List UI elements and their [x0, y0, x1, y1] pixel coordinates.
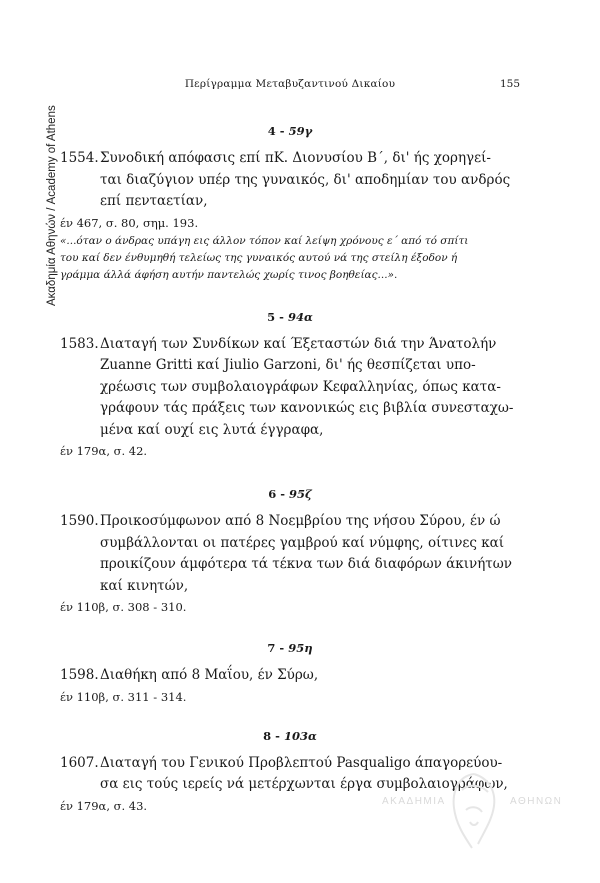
running-title: Περίγραμμα Μεταβυζαντινού Δικαίου: [184, 78, 396, 90]
entry-line: συμβάλλονται οι πατέρες γαμβρού καί νύμφης, οίτινες καί: [100, 534, 505, 551]
section-heading: 6 - 95ζ: [268, 487, 312, 501]
entry-line: Διαθήκη από 8 Μαΐου, έν Σύρω,: [100, 667, 319, 683]
section-5: [60, 310, 520, 460]
stamp-left-word: ΑΚΑΔΗΜΙΑ: [382, 796, 446, 807]
entry-line: Διαταγή των Συνδίκων καί Έξεταστών διά την Άνατολήν: [100, 335, 497, 352]
entry-line: Διαταγή του Γενικού Προβλεπτού Pasqualigo άπαγορεύου-: [100, 754, 503, 771]
entry-line: καί κινητών,: [100, 577, 189, 594]
entry-line: χρέωσις των συμβολαιογράφων Κεφαλληνίας, όπως κατα-: [100, 378, 501, 395]
section-heading: 8 - 103α: [263, 728, 317, 743]
entry-1598: [60, 665, 520, 687]
entry-source: έν 179α, σ. 42.: [60, 444, 148, 458]
section-heading: 5 - 94α: [267, 309, 313, 324]
academy-stamp-watermark: [382, 770, 572, 860]
entry-line: σα εις τούς ιερείς νά μετέρχωνται έργα συμβολαιογράφων,: [100, 776, 508, 792]
running-header: [60, 78, 520, 98]
document-page: [60, 78, 520, 814]
side-watermark: [34, 44, 58, 306]
entry-quote: «...όταν ο άνδρας υπάγη εις άλλον τόπον καί λείψη χρόνους ε΄ από τό σπίτι του καί δεν ένθυμηθή τελείως της γυναικός αυτού νά της στείλη έξοδον ή γράμμα άλλά άφήση αυτήν παντελώς χωρίς τινος βοηθείας...».: [60, 234, 469, 281]
entry-number: 1598.: [60, 667, 99, 683]
entry-line: Προικοσύμφωνον από 8 Νοεμβρίου της νήσου Σύρου, έν ώ: [100, 513, 501, 529]
entry-number: 1554.: [60, 150, 99, 166]
athena-head-icon: [444, 770, 504, 854]
side-watermark-text: Ακαδημία Αθηνών / Academy of Athens: [46, 105, 58, 306]
entry-line: προικίζουν άμφότερα τά τέκνα των διά διαφόρων άκινήτων: [100, 556, 512, 572]
stamp-right-word: ΑΘΗΝΩΝ: [510, 796, 563, 807]
page-number: 155: [499, 78, 520, 90]
section-heading: 7 - 95η: [267, 641, 313, 655]
entry-number: 1590.: [60, 513, 99, 529]
entry-line: Συνοδική απόφασις επί πΚ. Διονυσίου Β΄, δι' ής χορηγεί-: [100, 150, 491, 166]
entry-source: έν 179α, σ. 43.: [60, 798, 148, 813]
entry-source: έν 467, σ. 80, σημ. 193.: [60, 215, 199, 230]
entry-source: έν 110β, σ. 311 - 314.: [60, 689, 187, 704]
entry-number: 1583.: [60, 335, 99, 352]
entry-source: έν 110β, σ. 308 - 310.: [60, 600, 187, 614]
entry-number: 1607.: [60, 754, 99, 771]
section-6: [60, 487, 520, 615]
entry-1590: [60, 511, 520, 597]
entry-line: μένα καί ουχί εις λυτά έγγραφα,: [100, 421, 324, 438]
entry-1583: [60, 334, 520, 442]
entry-line: γράφουν τάς πράξεις των κανονικώς εις βιβλία συνεσταχω-: [100, 400, 514, 416]
section-4: [60, 124, 520, 284]
entry-line: ται διαζύγιον υπέρ της γυναικός, δι' αποδημίαν του ανδρός: [100, 171, 511, 188]
section-heading: 4 - 59γ: [267, 124, 313, 138]
section-7: [60, 641, 520, 705]
entry-1554: [60, 148, 520, 213]
entry-line: Zuanne Gritti καί Jiulio Garzoni, δι' ής θεσπίζεται υπο-: [100, 357, 476, 373]
entry-line: επί πενταετίαν,: [100, 193, 208, 209]
